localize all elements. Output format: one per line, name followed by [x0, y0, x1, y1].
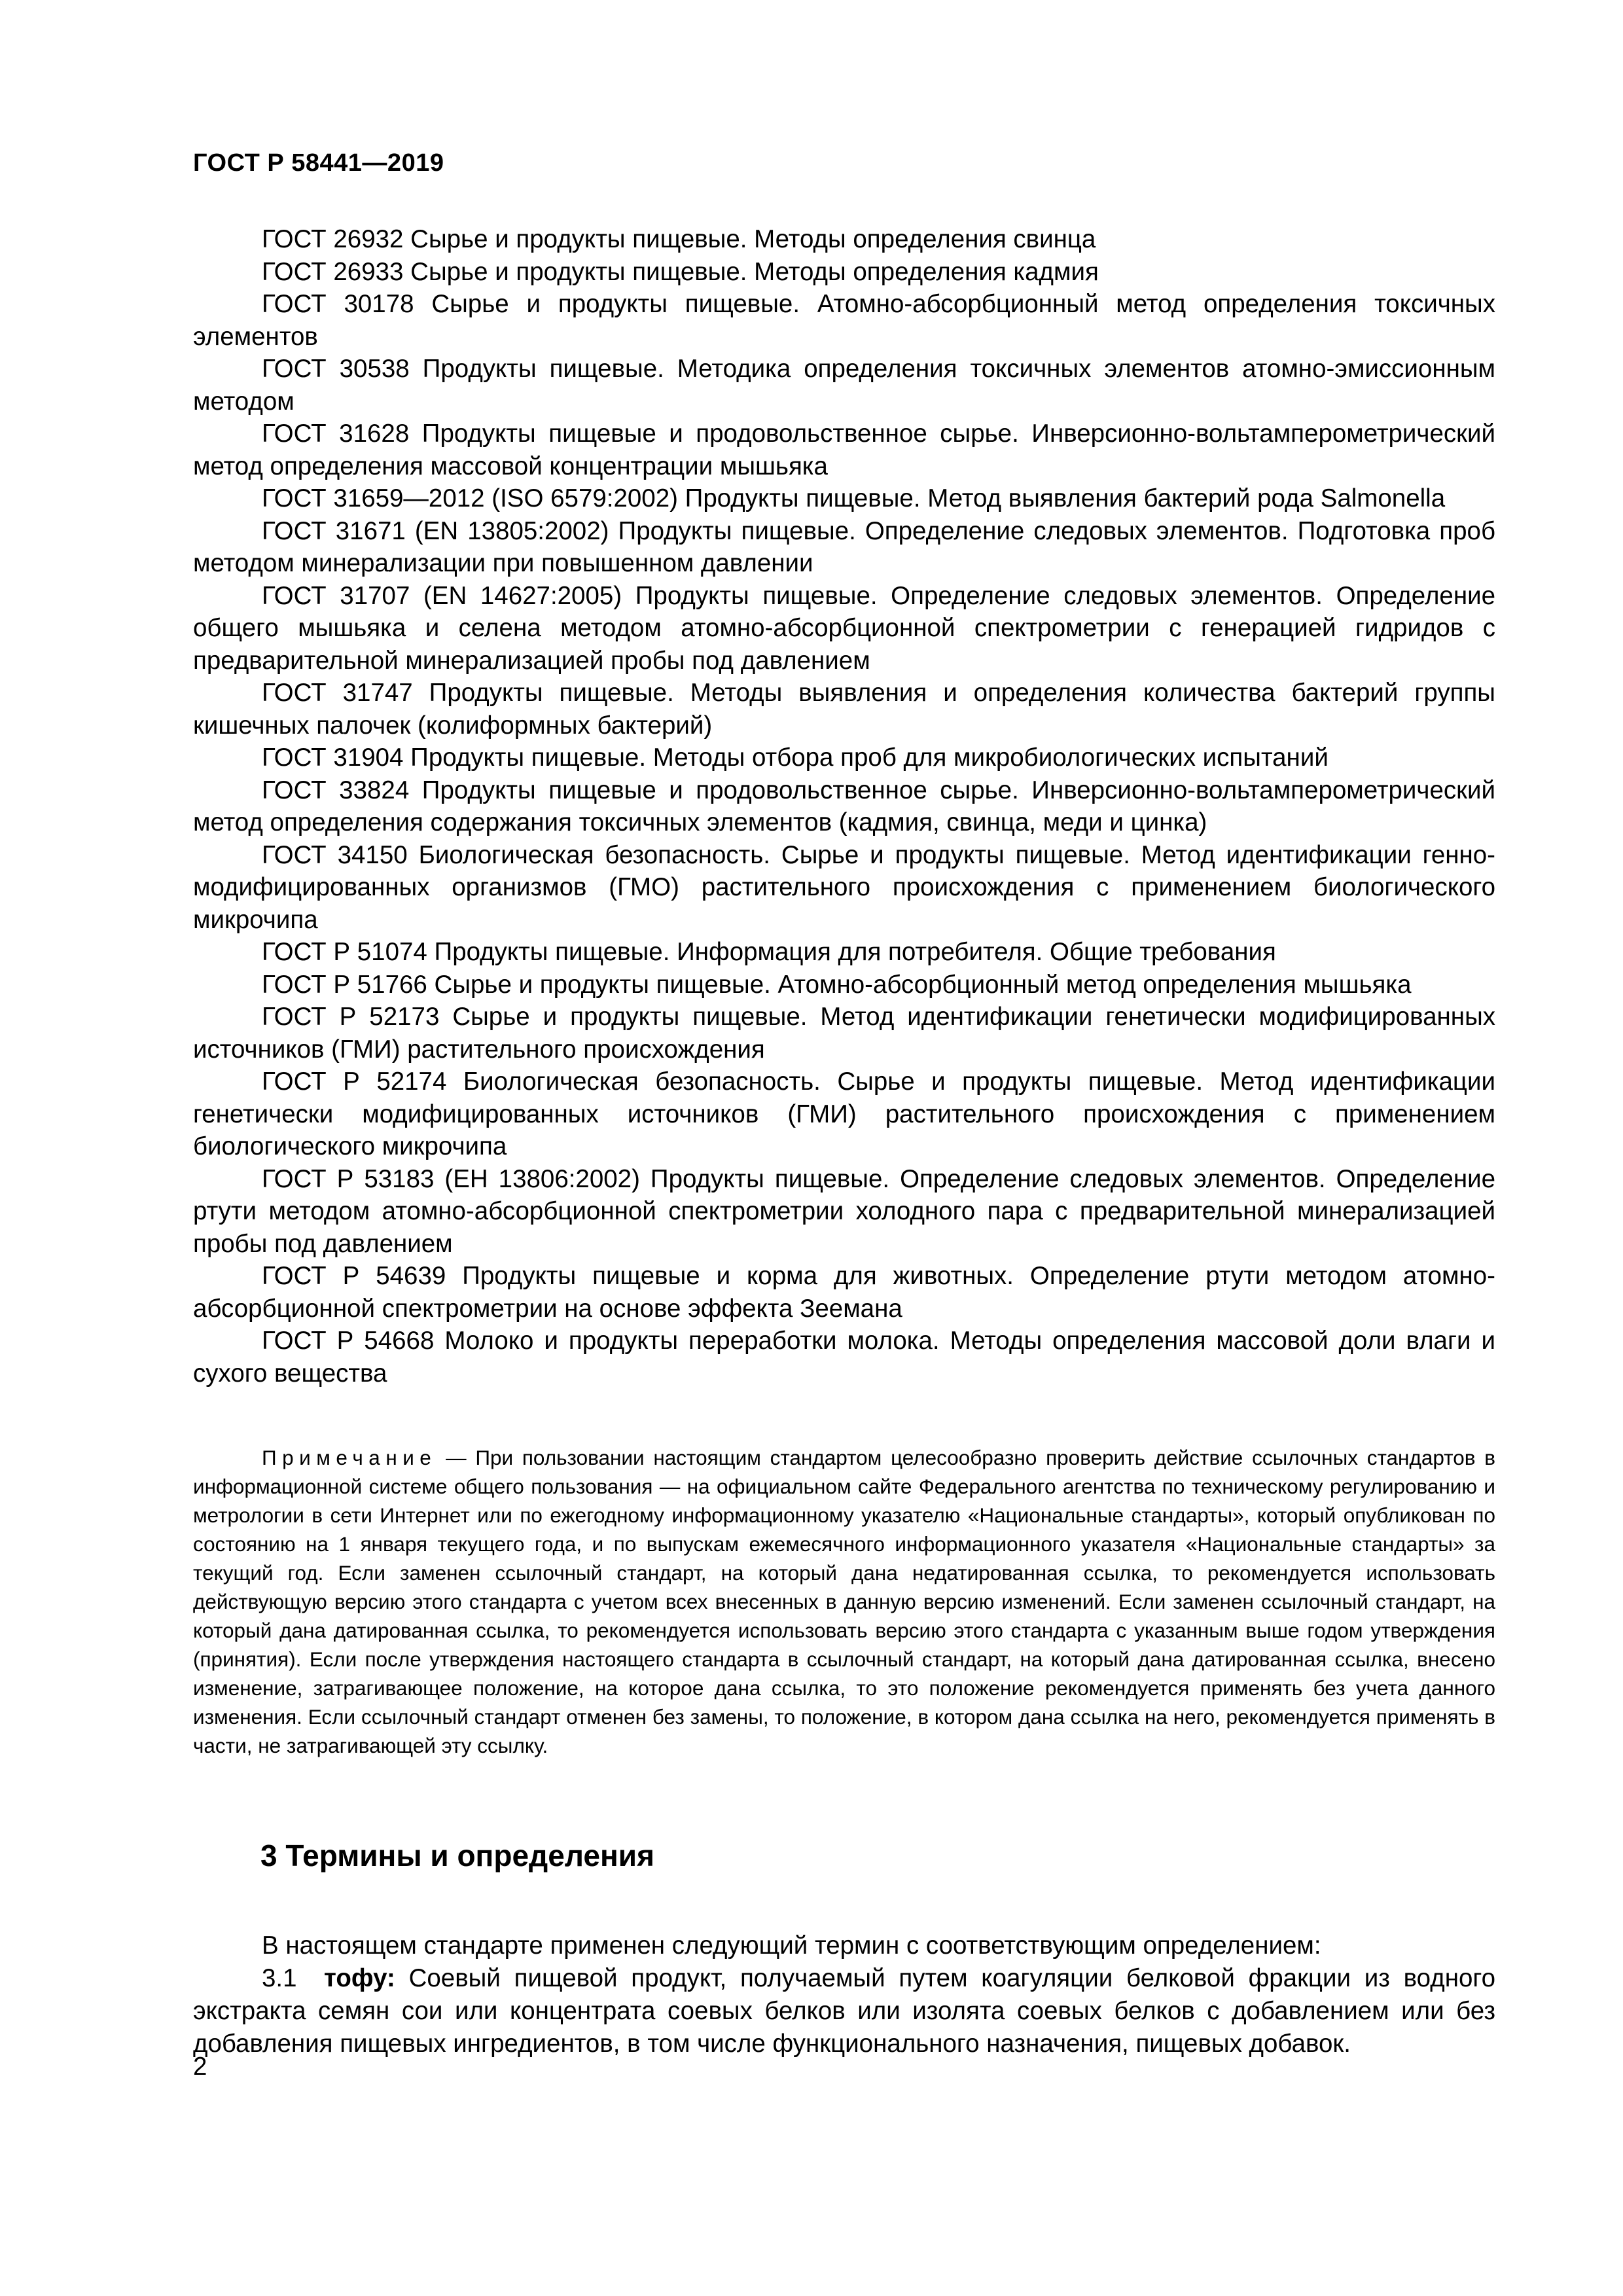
reference-code: ГОСТ 33824 — [262, 776, 410, 804]
reference-code: ГОСТ Р 51766 — [262, 970, 427, 999]
reference-code: ГОСТ 30538 — [262, 355, 410, 383]
reference-item — [193, 839, 1495, 937]
reference-title: Продукты пищевые и продовольственное сырье. Инверсионно-вольтамперометрический метод определения содержания токсичных элементов (кадмия, свинца, меди и цинка) — [193, 776, 1495, 836]
section-intro: В настоящем стандарте применен следующий термин с соответствующим определением: — [262, 1931, 1321, 1960]
reference-item — [193, 353, 1495, 418]
reference-code: ГОСТ 31659—2012 (ISO 6579:2002) — [262, 484, 678, 512]
reference-code: ГОСТ 31628 — [262, 420, 410, 448]
term-definition-paragraph — [193, 1962, 1495, 2060]
document-code: ГОСТ Р 58441—2019 — [193, 149, 444, 177]
reference-item — [193, 936, 1495, 969]
reference-item — [193, 1001, 1495, 1066]
reference-item — [193, 1163, 1495, 1261]
reference-item — [193, 969, 1495, 1001]
reference-code: ГОСТ 26932 — [262, 225, 404, 253]
reference-title: Биологическая безопасность. Сырье и продукты пищевые. Метод идентификации генетически модифицированных источников (ГМИ) растительного происхождения с применением биологического микрочипа — [193, 1067, 1495, 1160]
reference-item — [193, 418, 1495, 482]
reference-item — [193, 1325, 1495, 1390]
reference-item — [193, 256, 1495, 289]
note-text: — При пользовании настоящим стандартом целесообразно проверить действие ссылочных стандартов в информационной системе общего пользования — на официальном сайте Федерального агентства по техническому регулированию и метрологии в сети Интернет или по ежегодному информационному указателю «Национальные стандарты», который опубликован по состоянию на 1 января текущего года, и по выпускам ежемесячного информационного указателя «Национальные стандарты» за текущий год. Если заменен ссылочный стандарт, на который дана недатированная ссылка, то рекомендуется использовать действующую версию этого стандарта с учетом всех внесенных в данную версию изменений. Если заменен ссылочный стандарт, на который дана датированная ссылка, то рекомендуется использовать версию этого стандарта с указанным выше годом утверждения (принятия). Если после утверждения настоящего стандарта в ссылочный стандарт, на который дана датированная ссылка, внесено изменение, затрагивающее положение, на которое дана ссылка, то это положение рекомендуется применять без учета данного изменения. Если ссылочный стандарт отменен без замены, то положение, в котором дана ссылка на него, рекомендуется применять в части, не затрагивающей эту ссылку. — [193, 1446, 1495, 1757]
references-note — [193, 1443, 1495, 1760]
reference-code: ГОСТ Р 54639 — [262, 1262, 446, 1290]
reference-item — [193, 580, 1495, 677]
reference-title: Сырье и продукты пищевые. Методы определения свинца — [410, 225, 1096, 253]
reference-code: ГОСТ Р 51074 — [262, 938, 427, 966]
reference-code: ГОСТ 34150 — [262, 840, 408, 869]
reference-code: ГОСТ 31671 (EN 13805:2002) — [262, 516, 609, 545]
term-definition: Соевый пищевой продукт, получаемый путем коагуляции белковой фракции из водного экстракта семян сои или концентрата соевых белков или изолята соевых белков с добавлением или без добавления пищевых ингредиентов, в том числе функционального назначения, пищевых добавок. — [193, 1964, 1495, 2058]
reference-title: Продукты пищевые. Информация для потребителя. Общие требования — [434, 938, 1276, 966]
reference-title: Биологическая безопасность. Сырье и продукты пищевые. Метод идентификации генно-модифицированных организмов (ГМО) растительного происхождения с применением биологического микрочипа — [193, 840, 1495, 934]
reference-code: ГОСТ 26933 — [262, 257, 404, 286]
reference-code: ГОСТ 31747 — [262, 679, 413, 707]
reference-item — [193, 223, 1495, 256]
reference-item — [193, 677, 1495, 742]
reference-code: ГОСТ 31904 — [262, 744, 404, 772]
reference-item — [193, 742, 1495, 774]
reference-code: ГОСТ Р 54668 — [262, 1327, 435, 1355]
note-label: Примечание — [262, 1446, 437, 1469]
reference-title: Сырье и продукты пищевые. Методы определения кадмия — [410, 257, 1099, 286]
term-number: 3.1 — [262, 1964, 297, 1992]
reference-title: Сырье и продукты пищевые. Метод идентификации генетически модифицированных источников (ГМИ) растительного происхождения — [193, 1003, 1495, 1064]
reference-title: Сырье и продукты пищевые. Атомно-абсорбционный метод определения мышьяка — [434, 970, 1412, 999]
reference-item — [193, 1066, 1495, 1163]
normative-references-list — [193, 223, 1495, 1390]
reference-item — [193, 482, 1495, 515]
reference-title: Продукты пищевые. Метод выявления бактерий рода Salmonella — [685, 484, 1446, 512]
reference-code: ГОСТ 31707 (EN 14627:2005) — [262, 581, 622, 610]
reference-title: Молоко и продукты переработки молока. Методы определения массовой доли влаги и сухого вещества — [193, 1327, 1495, 1388]
reference-title: Продукты пищевые. Методы отбора проб для микробиологических испытаний — [410, 744, 1329, 772]
reference-title: Продукты пищевые и продовольственное сырье. Инверсионно-вольтамперометрический метод определения массовой концентрации мышьяка — [193, 420, 1495, 480]
reference-title: Сырье и продукты пищевые. Атомно-абсорбционный метод определения токсичных элементов — [193, 290, 1495, 351]
reference-title: Продукты пищевые. Методика определения токсичных элементов атомно-эмиссионным методом — [193, 355, 1496, 416]
reference-code: ГОСТ Р 52173 — [262, 1003, 440, 1031]
reference-code: ГОСТ Р 53183 (ЕН 13806:2002) — [262, 1164, 640, 1193]
reference-item — [193, 515, 1495, 580]
reference-title: Продукты пищевые. Определение следовых элементов. Определение ртути методом атомно-абсорбционной спектрометрии холодного пара с предварительной минерализацией пробы под давлением — [193, 1164, 1496, 1258]
reference-title: Продукты пищевые. Определение следовых элементов. Подготовка проб методом минерализации при повышенном давлении — [193, 516, 1495, 577]
term-name: тофу: — [324, 1964, 395, 1992]
section-title: 3 Термины и определения — [260, 1839, 654, 1873]
page-number: 2 — [193, 2053, 207, 2081]
reference-title: Продукты пищевые. Определение следовых элементов. Определение общего мышьяка и селена методом атомно-абсорбционной спектрометрии с генерацией гидридов с предварительной минерализацией пробы под давлением — [193, 581, 1495, 675]
reference-title: Продукты пищевые. Методы выявления и определения количества бактерий группы кишечных палочек (колиформных бактерий) — [193, 679, 1495, 740]
reference-code: ГОСТ Р 52174 — [262, 1067, 447, 1096]
reference-title: Продукты пищевые и корма для животных. Определение ртути методом атомно-абсорбционной спектрометрии на основе эффекта Зеемана — [193, 1262, 1496, 1323]
reference-item — [193, 774, 1495, 839]
reference-item — [193, 1260, 1495, 1325]
reference-code: ГОСТ 30178 — [262, 290, 414, 318]
reference-item — [193, 288, 1495, 353]
